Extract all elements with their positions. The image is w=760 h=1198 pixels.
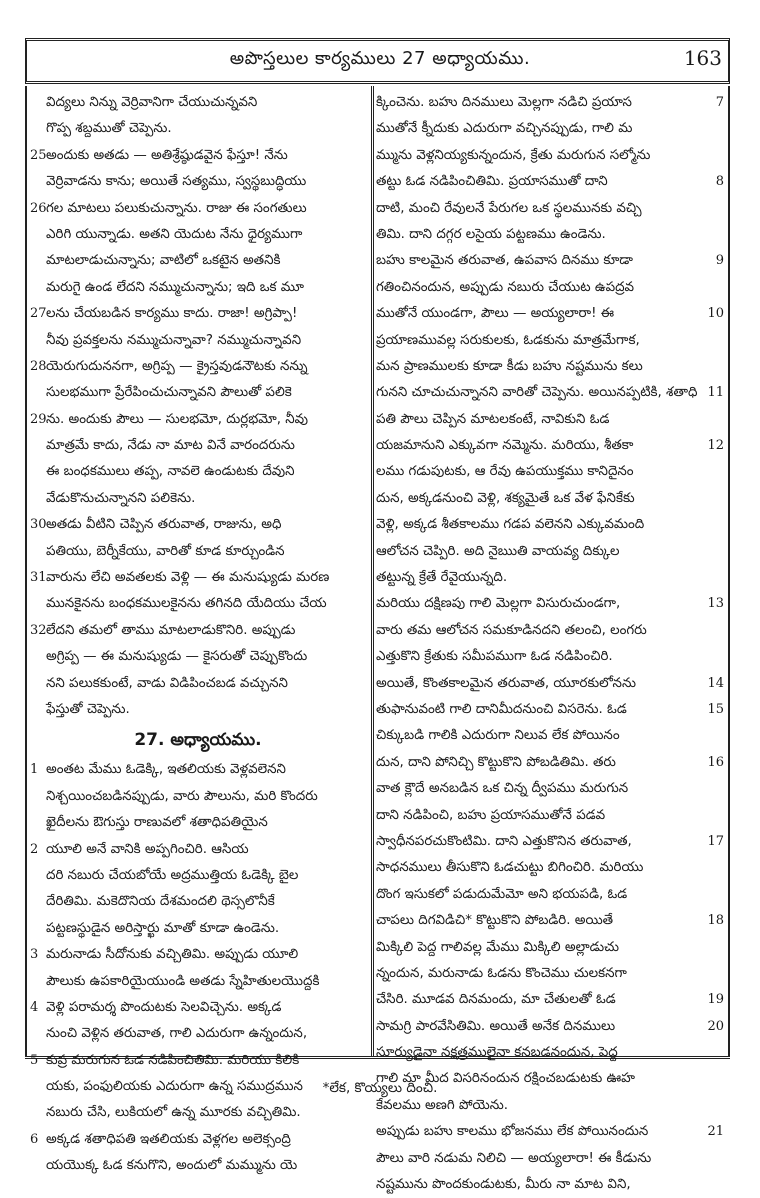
verse-text: విద్యలు నిన్ను వెర్రివానిగా చేయుచున్నవని (46, 95, 258, 110)
verse-text: మునకైనను బంధకములకైనను తగినది యేదియు చేయ (46, 596, 327, 612)
verse-text: అతడు వీటిని చెప్పిన తరువాత, రాజును, అధి (46, 517, 282, 533)
text-line (376, 486, 724, 512)
text-line (30, 354, 366, 380)
verse-text: మాత్రమే కాదు, నేడు నా మాట వినే వారందరును (46, 438, 295, 454)
verse-text: కుప్ర మరుగున ఓడ నడిపించితిమి. మరియు కిలికి (46, 1052, 300, 1068)
verse-text: వెర్రివాడను కాను; అయితే సత్యము, స్వస్థబుద్ధియు (46, 174, 307, 190)
verse-text: లేదని తమలో తాము మాటలాడుకొనిరి. అప్పుడు (46, 622, 296, 638)
verse-text: దున, దాని పోనిచ్చి కొట్టుకొని పోబడితిమి. తరు (376, 754, 616, 770)
verse-number: 32 (30, 622, 47, 638)
text-line (30, 757, 366, 783)
verse-text: దరి నబురు చేయబోయే అద్రముత్తియ ఓడెక్కి బైల (46, 867, 299, 883)
verse-text: యెరుగుదుననగా, అగ్రిప్ప — క్రైస్తవుడనౌటకు నన్ను (46, 358, 308, 374)
text-line (376, 723, 724, 749)
verse-text: న్నందున, మరునాడు ఓడను కొంచెము చులకనగా (376, 965, 627, 981)
verse-text: సూర్యుడైనా నక్షత్రములైనా కనబడనందున, పెద్ద (376, 1045, 618, 1061)
text-line (376, 407, 724, 433)
text-line (30, 433, 366, 459)
text-line (30, 671, 366, 697)
text-line (30, 486, 366, 512)
right-column (376, 90, 724, 1198)
text-line (30, 942, 366, 968)
verse-text: చిక్కుబడి గాలికి ఎదురుగా నిలువ లేక పోయినం (376, 728, 620, 744)
verse-text: పట్టణస్థుడైన అరిస్తార్ఖు మాతో కూడా ఉండెను. (46, 920, 280, 936)
text-line (376, 987, 724, 1013)
verse-text: గొప్ప శబ్దముతో చెప్పెను. (46, 121, 172, 137)
text-line (376, 935, 724, 961)
verse-number: 17 (707, 833, 724, 849)
text-line (376, 380, 724, 406)
verse-number: 12 (707, 438, 724, 454)
text-line (376, 1172, 724, 1198)
text-line (30, 459, 366, 485)
verse-number: 2 (30, 841, 39, 857)
text-line (30, 969, 366, 995)
verse-number: 28 (30, 358, 47, 374)
text-line (376, 776, 724, 802)
verse-text: నబురు చేసి, లుకియలో ఉన్న మూరకు వచ్చితిమి. (46, 1105, 301, 1121)
text-line (376, 1119, 724, 1145)
verse-text: తట్టున్న క్రేతే రేవైయున్నది. (376, 570, 508, 586)
verse-number: 3 (30, 947, 39, 963)
text-line (30, 328, 366, 354)
text-line (376, 750, 724, 776)
verse-text: గతించినందున, అప్పుడు నబురు చేయుట ఉపద్రవ (376, 279, 635, 295)
verse-text: సామగ్రి పారవేసితిమి. అయితే అనేక దినములు (376, 1018, 616, 1034)
verse-text: గాలి మా మీద విసరినందున రక్షించబడుటకు ఊహ (376, 1071, 635, 1087)
verse-text: బహు కాలమైన తరువాత, ఉపవాస దినము కూడా (376, 253, 633, 269)
verse-number: 4 (30, 999, 39, 1015)
verse-number: 11 (707, 385, 724, 401)
verse-number: 30 (30, 517, 47, 533)
verse-text: ఆలోచన చెప్పిరి. అది నైఋతి వాయవ్య దిక్కుల (376, 543, 620, 559)
verse-number: 10 (707, 306, 724, 322)
verse-text: యయొక్క ఓడ కనుగొని, అందులో మమ్మును యె (46, 1158, 298, 1174)
text-line (376, 671, 724, 697)
verse-number: 9 (715, 253, 724, 269)
text-line (376, 143, 724, 169)
text-line (30, 301, 366, 327)
verse-text: పౌలుకు ఉపకారియైయుండి అతడు స్నేహితులయొద్దకి (46, 973, 320, 989)
text-line (30, 143, 366, 169)
verse-text: వేడుకొనుచున్నానని పలికెను. (46, 490, 196, 506)
verse-text: నిశ్చయించబడినప్పుడు, వారు పౌలును, మరి కొందరు (46, 788, 318, 804)
text-line (30, 1048, 366, 1074)
text-line (30, 248, 366, 274)
text-line (376, 433, 724, 459)
verse-number: 27 (30, 306, 47, 322)
text-line (376, 908, 724, 934)
verse-text: పతియు, బెర్నీకేయు, వారితో కూడ కూర్చుండిన (46, 543, 285, 559)
text-line (376, 829, 724, 855)
verse-text: పతి పౌలు చెప్పిన మాటలకంటే, నావికుని ఓడ (376, 411, 610, 427)
verse-text: యజమానుని ఎక్కువగా నమ్మెను. మరియు, శీతకా (376, 438, 634, 454)
text-line (376, 169, 724, 195)
text-line (30, 90, 366, 116)
verse-text: దున, అక్కడనుంచి వెళ్లి, శక్యమైతే ఒక వేళ ఫేనికేకు (376, 490, 635, 506)
verse-text: ఫేస్తుతో చెప్పెను. (46, 701, 130, 717)
verse-text: వెళ్లి పరామర్శ పొందుటకు సెలవిచ్చెను. అక్కడ (46, 999, 282, 1015)
text-line (30, 889, 366, 915)
text-line (30, 863, 366, 889)
verse-text: వాత క్లౌదే అనబడిన ఒక చిన్న ద్వీపము మరుగున (376, 781, 629, 797)
verse-text: పౌలు వారి నడుమ నిలిచి — అయ్యలారా! ఈ కీడును (376, 1150, 652, 1166)
text-line (376, 196, 724, 222)
left-column (30, 90, 366, 1180)
verse-text: గల మాటలు పలుకుచున్నాను. రాజు ఈ సంగతులు (46, 200, 307, 216)
verse-text: చేసిరి. మూడవ దినమందు, మా చేతులతో ఓడ (376, 992, 616, 1008)
text-line (30, 380, 366, 406)
text-line (30, 275, 366, 301)
column-divider (371, 86, 374, 1056)
text-line (376, 275, 724, 301)
text-line (30, 995, 366, 1021)
text-line (30, 591, 366, 617)
verse-text: కేవలము అణగి పోయెను. (376, 1097, 509, 1113)
text-line (376, 565, 724, 591)
text-line (376, 301, 724, 327)
verse-text: ఎత్తుకొని క్రేతుకు సమీపముగా ఓడ నడిపించిరి. (376, 649, 613, 665)
verse-text: గునని చూచుచున్నానని వారితో చెప్పెను. అయినప్పటికి, శతాధి (376, 385, 698, 401)
text-line (376, 116, 724, 142)
verse-text: సులభముగా ప్రేరేపించుచున్నావని పౌలుతో పలికె (46, 385, 292, 401)
verse-number: 26 (30, 200, 47, 216)
verse-text: వెళ్లి, అక్కడ శీతకాలము గడప వలెనని ఎక్కువమంది (376, 517, 645, 533)
page-number: 163 (683, 46, 722, 70)
verse-text: దాటి, మంచి రేవులనే పేరుగల ఒక స్థలమునకు వచ్చి (376, 200, 642, 216)
left-border-rule (25, 86, 27, 1056)
verse-text: మాటలాడుచున్నాను; వాటిలో ఒకటైన అతనికి (46, 253, 281, 269)
text-line (376, 618, 724, 644)
text-line (30, 644, 366, 670)
verse-text: దేరితిమి. మకెదొనియ దేశమందలి థెస్సలొనీకే (46, 894, 275, 910)
text-line (30, 618, 366, 644)
verse-text: లము గడుపుటకు, ఆ రేవు ఉపయుక్తము కానిదైనం (376, 464, 634, 480)
verse-text: ప్రయాణమువల్ల సరుకులకు, ఓడకును మాత్రమేగాక, (376, 332, 640, 348)
verse-text: లను చేయబడిన కార్యము కాదు. రాజా! అగ్రిప్పా! (46, 306, 298, 322)
text-line (376, 591, 724, 617)
verse-text: మరుగై ఉండ లేదని నమ్ముచున్నాను; ఇది ఒక మూ (46, 279, 304, 295)
verse-text: ముతోనే క్నీదుకు ఎదురుగా వచ్చినప్పుడు, గాలి మ (376, 121, 633, 137)
verse-text: నీవు ప్రవక్తలను నమ్ముచున్నావా? నమ్ముచున్నావని (46, 332, 302, 348)
verse-number: 8 (715, 174, 724, 190)
footnote: *లేక, కొయ్యలు దించి. (322, 1080, 438, 1096)
text-line (376, 512, 724, 538)
text-line (30, 169, 366, 195)
verse-text: యకు, పంఫులియకు ఎదురుగా ఉన్న సముద్రమున (46, 1079, 303, 1095)
verse-number: 19 (707, 992, 724, 1008)
text-line (30, 565, 366, 591)
verse-text: అప్పుడు బహు కాలము భోజనము లేక పోయినందున (376, 1124, 649, 1140)
text-line (376, 459, 724, 485)
verse-number: 1 (30, 762, 39, 778)
text-line (30, 116, 366, 142)
verse-text: ముతోనే యుండగా, పౌలు — అయ్యలారా! ఈ (376, 306, 615, 322)
verse-number: 6 (30, 1131, 39, 1147)
verse-text: తుఫానువంటి గాలి దానిమీదనుంచి విసరెను. ఓడ (376, 701, 627, 717)
verse-text: క్కించెను. బహు దినములు మెల్లగా నడిచి ప్రయాస (376, 95, 632, 110)
verse-text: మిక్కిలి పెద్ద గాలివల్ల మేము మిక్కిలి అల్లాడుచు (376, 939, 619, 955)
verse-text: చాపలు దిగవిడిచి* కొట్టుకొని పోబడిరి. అయితే (376, 913, 614, 929)
verse-number: 14 (707, 675, 724, 691)
text-line (376, 328, 724, 354)
text-line (376, 539, 724, 565)
verse-text: దాని నడిపించి, బహు ప్రయాసముతోనే పడవ (376, 807, 606, 823)
verse-text: సాధనములు తీసుకొని ఓడచుట్టు బిగించిరి. మరియు (376, 860, 644, 876)
verse-text: మరియు దక్షిణపు గాలి మెల్లగా విసురుచుండగా, (376, 596, 621, 612)
text-line (376, 882, 724, 908)
verse-text: తిమి. దాని దగ్గర లసైయ పట్టణము ఉండెను. (376, 226, 606, 242)
verse-number: 7 (715, 95, 724, 110)
verse-text: మన ప్రాణములకు కూడా కీడు బహు నష్టమును కలు (376, 358, 643, 374)
verse-text: ఎరిగి యున్నాడు. అతని యెదుట నేను ధైర్యముగా (46, 226, 303, 242)
verse-number: 21 (707, 1124, 724, 1140)
text-line (30, 539, 366, 565)
text-line (30, 222, 366, 248)
verse-text: యూలి అనే వానికి అప్పగించిరి. ఆసియ (46, 841, 249, 857)
text-line (30, 784, 366, 810)
text-line (30, 1021, 366, 1047)
verse-text: మ్మును వెళ్లనియ్యకున్నందున, క్రేతు మరుగున సల్మోను (376, 147, 651, 163)
verse-text: నష్టమును పొందకుండుటకు, మీరు నా మాట విని, (376, 1177, 631, 1193)
verse-text: ఈ బంధకములు తప్ప, నావలె ఉండుటకు దేవుని (46, 464, 295, 480)
text-line (376, 697, 724, 723)
text-line (376, 855, 724, 881)
verse-text: నుంచి వెళ్లిన తరువాత, గాలి ఎదురుగా ఉన్నందున, (46, 1026, 308, 1042)
text-line (376, 644, 724, 670)
verse-number: 5 (30, 1052, 39, 1068)
text-line (30, 1127, 366, 1153)
verse-text: అక్కడ శతాధిపతి ఇతలియకు వెళ్లగల అలెక్సంద్రి (46, 1131, 291, 1147)
verse-text: నని పలుకకుంటే, వాడు విడిపించబడ వచ్చునని (46, 675, 288, 691)
verse-text: స్వాధీనపరచుకొంటిమి. దాని ఎత్తుకొనిన తరువాత, (376, 833, 632, 849)
verse-number: 15 (707, 701, 724, 717)
verse-text: దొంగ ఇసుకలో పడుదుమేమో అని భయపడి, ఓడ (376, 886, 628, 902)
text-line (30, 196, 366, 222)
text-line (376, 1040, 724, 1066)
verse-text: అందుకు అతడు — అతిశ్రేష్ఠుడవైన ఫేస్తూ! నేను (46, 147, 288, 163)
verse-number: 29 (30, 411, 47, 427)
text-line (30, 837, 366, 863)
verse-text: ఖైదీలను ఔగుస్తు రాణువలో శతాధిపతియైన (46, 815, 268, 831)
verse-number: 20 (707, 1018, 724, 1034)
text-line (30, 1153, 366, 1179)
text-line (376, 961, 724, 987)
text-line (30, 407, 366, 433)
verse-text: ను. అందుకు పౌలు — సులభమో, దుర్లభమో, నీవు (46, 411, 309, 427)
text-line (30, 697, 366, 723)
text-line (376, 1014, 724, 1040)
text-line (376, 248, 724, 274)
verse-number: 16 (707, 754, 724, 770)
chapter-heading: 27. అధ్యాయము. (134, 730, 262, 751)
right-border-rule (728, 86, 730, 1056)
verse-number: 18 (707, 913, 724, 929)
verse-text: వారును లేచి అవతలకు వెళ్లి — ఈ మనుష్యుడు మరణ (46, 570, 330, 586)
text-line (376, 90, 724, 116)
verse-text: అంతట మేము ఓడెక్కి, ఇతలియకు వెళ్లవలెనని (46, 762, 286, 778)
text-line (376, 1146, 724, 1172)
verse-text: మరునాడు సీదోనుకు వచ్చితిమి. అప్పుడు యూలి (46, 947, 299, 963)
running-title: అపొస్తలుల కార్యములు 27 అధ్యాయము. (229, 48, 531, 69)
text-line (376, 803, 724, 829)
verse-text: వారు తమ ఆలోచన సమకూడినదని తలంచి, లంగరు (376, 622, 647, 638)
verse-number: 13 (707, 596, 724, 612)
text-line (30, 810, 366, 836)
verse-number: 31 (30, 570, 47, 586)
text-line (376, 354, 724, 380)
text-line (376, 222, 724, 248)
text-line (30, 1100, 366, 1126)
text-line (30, 512, 366, 538)
verse-text: అగ్రిప్ప — ఈ మనుష్యుడు — కైసరుతో చెప్పుకొందు (46, 649, 308, 665)
verse-number: 25 (30, 147, 47, 163)
text-line (30, 916, 366, 942)
verse-text: తట్టు ఓడ నడిపించితిమి. ప్రయాసముతో దాని (376, 174, 608, 190)
verse-text: అయితే, కొంతకాలమైన తరువాత, యూరకులోనను (376, 675, 636, 691)
